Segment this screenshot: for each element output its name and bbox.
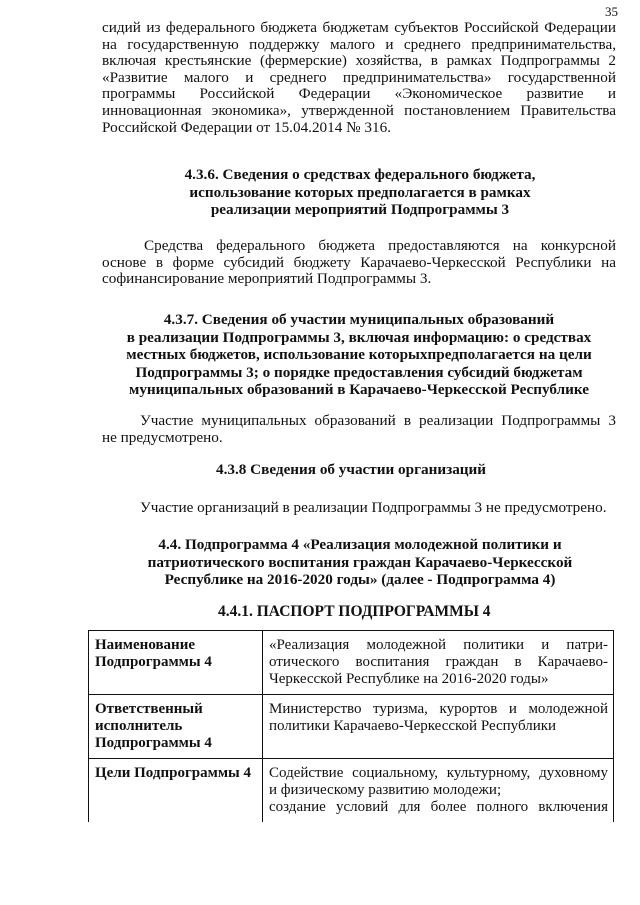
row-value — [263, 695, 614, 759]
intro-line: включая крестьянские (фермерские) хозяйства, в рамках Подпрограммы 2 — [102, 52, 616, 70]
row-value — [263, 631, 614, 695]
intro-line: программы Российской Федерации «Экономическое развитие и — [102, 85, 616, 103]
heading-line: 4.4. Подпрограмма 4 «Реализация молодежной политики и — [158, 536, 562, 553]
row-value — [263, 759, 614, 823]
section-441-heading: 4.4.1. ПАСПОРТ ПОДПРОГРАММЫ 4 — [218, 603, 491, 620]
value-line: Черкесской Республике на 2016-2020 годы» — [269, 671, 549, 687]
body-line: Средства федерального бюджета предоставляются на конкурсной — [144, 237, 616, 254]
passport-table — [88, 630, 614, 822]
value-line: отического воспитания граждан в Карачаево- — [269, 654, 608, 670]
page-number: 35 — [605, 4, 618, 19]
heading-line: 4.3.6. Сведения о средствах федерального бюджета, — [184, 166, 536, 183]
heading-line: местных бюджетов, использование которыхпредполагается на цели — [126, 346, 592, 363]
heading-line: 4.3.7. Сведения об участии муниципальных образований — [163, 311, 555, 328]
section-437-heading — [102, 311, 616, 399]
intro-line: сидий из федерального бюджета бюджетам субъектов Российской Федерации — [102, 19, 616, 36]
table-row — [89, 631, 614, 695]
value-line: и физическому развитию молодежи; — [269, 782, 502, 798]
label-line: Подпрограммы 4 — [95, 735, 212, 751]
value-line: создание условий для более полного включения — [269, 799, 608, 815]
body-line: не предусмотрено. — [102, 428, 223, 446]
value-line: Министерство туризма, курортов и молодежной — [269, 701, 608, 717]
intro-line: инновационная экономика», утвержденной постановлением Правительства — [102, 101, 616, 119]
heading-line: патриотического воспитания граждан Карачаево-Черкесской — [147, 553, 573, 571]
value-line: «Реализация молодежной политики и патри- — [269, 637, 608, 653]
heading-line: Республике на 2016-2020 годы» (далее - Подпрограмма 4) — [164, 571, 556, 588]
heading-line: использование которых предполагается в рамках — [189, 183, 531, 201]
heading-line: муниципальных образований в Карачаево-Черкесской Республике — [128, 381, 590, 398]
value-line: Содействие социальному, культурному, духовному — [269, 765, 608, 781]
table-row — [89, 695, 614, 759]
heading-line: Подпрограммы 3; о порядке предоставления субсидий бюджетам — [135, 363, 583, 381]
section-44-heading — [120, 536, 600, 589]
section-437-body — [102, 413, 616, 446]
label-line: Наименование — [95, 637, 195, 653]
body-line: Участие муниципальных образований в реализации Подпрограммы 3 — [140, 412, 616, 429]
intro-line: на государственную поддержку малого и среднего предпринимательства, — [102, 35, 616, 53]
row-label — [89, 631, 263, 695]
row-label — [89, 759, 263, 823]
section-438-heading: 4.3.8 Сведения об участии организаций — [216, 461, 487, 478]
body-line: основе в форме субсидий бюджету Карачаево-Черкесской Республики на — [102, 253, 616, 271]
heading-line: реализации мероприятий Подпрограммы 3 — [210, 201, 510, 218]
section-436-body — [102, 238, 616, 288]
label-line: Ответственный — [95, 701, 203, 717]
label-line: Цели Подпрограммы 4 — [95, 765, 251, 781]
heading-line: в реализации Подпрограммы 3, включая информацию: о средствах — [126, 328, 592, 346]
table-row — [89, 759, 614, 823]
intro-paragraph — [102, 20, 616, 136]
label-line: Подпрограммы 4 — [95, 654, 212, 670]
intro-line: Российской Федерации от 15.04.2014 № 316. — [102, 118, 391, 136]
intro-line: «Развитие малого и среднего предпринимательства» государственной — [102, 68, 616, 86]
label-line: исполнитель — [95, 718, 183, 734]
section-438-body: Участие организаций в реализации Подпрограммы 3 не предусмотрено. — [140, 499, 607, 516]
section-436-heading — [130, 166, 590, 219]
value-line: политики Карачаево-Черкесской Республики — [269, 718, 557, 734]
body-line: софинансирование мероприятий Подпрограммы 3. — [102, 270, 432, 288]
row-label — [89, 695, 263, 759]
